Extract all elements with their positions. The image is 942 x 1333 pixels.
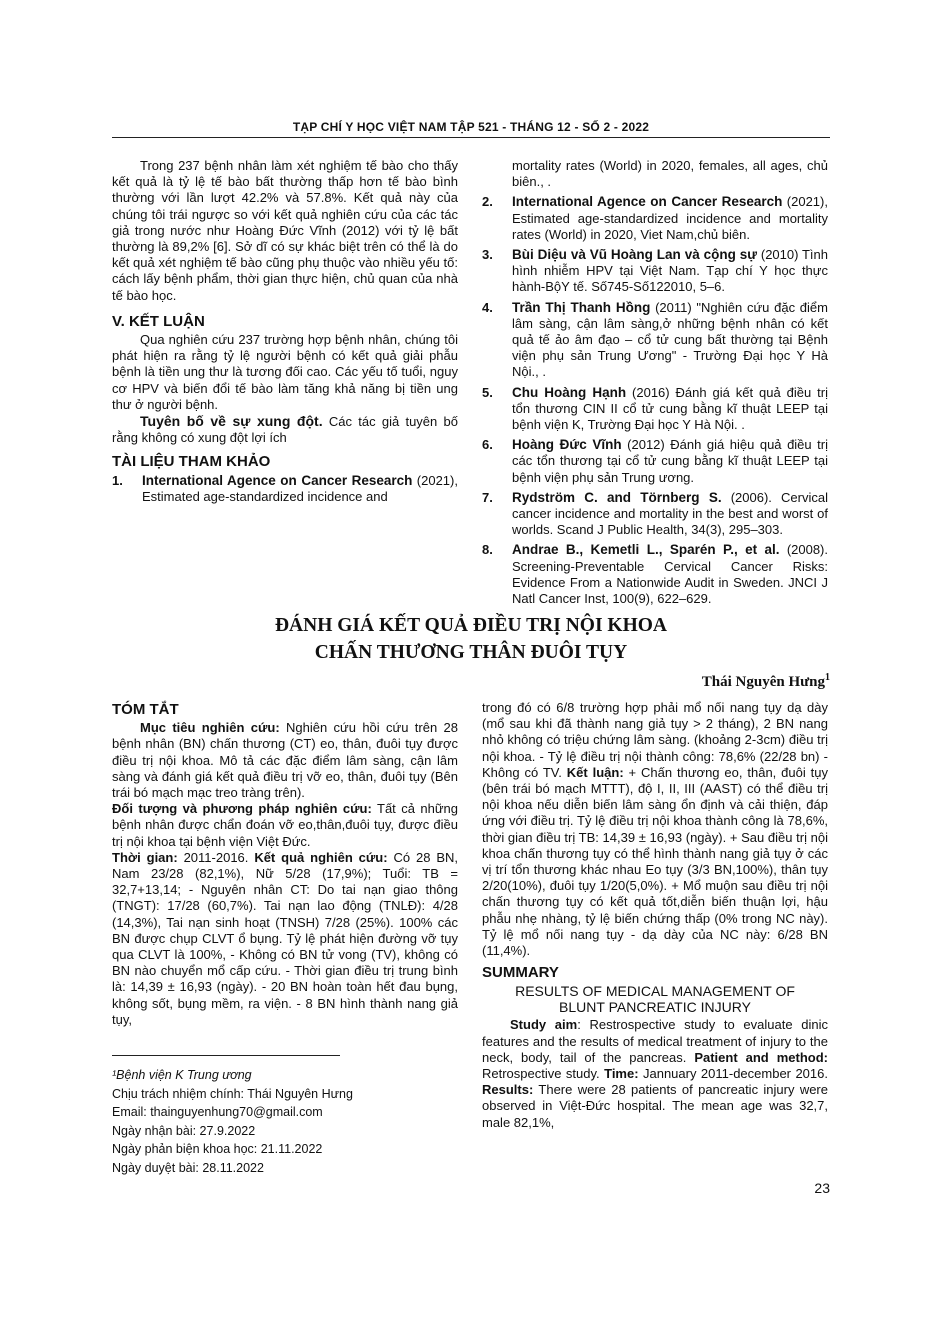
conclusion-paragraph: Qua nghiên cứu 237 trường hợp bệnh nhân, chúng tôi phát hiện ra rằng tỷ lệ người bệnh có kết quả giải phẫu bệnh là tiền ung thư là tương đối cao. Các yếu tố tuổi, nguy cơ HPV và biến đổi tế bào làm tăng khả năng bị tiền ung thư ở người bệnh. [112,332,458,412]
summary-results-text: There were 28 patients of pancreatic injury were observed in Việt-Đức hospital. The mean age was 32,7, male 82,1%, [482,1082,828,1130]
footnote-responsible: Chịu trách nhiệm chính: Thái Nguyên Hưng [112,1086,353,1101]
running-header: TẠP CHÍ Y HỌC VIỆT NAM TẬP 521 - THÁNG 12 - SỐ 2 - 2022 [292,120,650,134]
summary-heading: SUMMARY [482,964,559,982]
reference-author: Bùi Diệu và Vũ Hoàng Lan và cộng sự [512,247,758,263]
conflict-statement [112,413,458,446]
conclusion-heading: V. KẾT LUẬN [112,312,205,330]
subjects-label: Đối tượng và phương pháp nghiên cứu: [112,801,372,817]
conflict-text: Các tác giả tuyên bố rằng không có xung đột lợi ích [112,414,458,446]
reference-item [482,385,828,434]
reference-text: (2011) "Nghiên cứu đặc điểm lâm sàng, cận lâm sàng,ở những bệnh nhân có kết quả tế ảo âm đạo – cổ tử cung bất thường tại Bệnh viện phụ sản Trung Ương" - Trường Đại học Y Hà Nội., . [512,299,828,380]
results-cont-text: trong đó có 6/8 trường hợp phải mổ nối nang tụy dạ dày (mổ sau khi đã thành nang giả tụy > 2 tháng), 2 BN nang nhỏ không có triệu chứng lâm sàng. (khoảng 2-3cm) điều trị nội khoa. - Tỷ lệ điều trị nội thành công: 78,6% (22/28 bn) - Không có TV. [482,700,828,780]
reference-author: Rydström C. and Törnberg S. [512,489,722,505]
reference-number: 1. [112,472,123,488]
reference-list-left [112,473,458,505]
article-title-line1: ĐÁNH GIÁ KẾT QUẢ ĐIỀU TRỊ NỘI KHOA [274,615,668,636]
summary-results-label: Results: [482,1082,534,1098]
reference-item [482,194,828,243]
summary-time-text: Jannuary 2011-december 2016. [638,1066,828,1082]
abstract-right-column [482,700,828,1131]
discussion-paragraph: Trong 237 bệnh nhân làm xét nghiệm tế bào cho thấy kết quả là tỷ lệ tế bào bất thường thấp hơn tế bào bình thường với lần lượt 42.2% và 57.8%. Kết quả này của chúng tôi trái ngược so với kết quả nghiên cứu của các tác giả trong nước như Hoàng Đức Vĩnh (2012) với tỷ lệ bất thường là 89,2% [6]. Sở dĩ có sự khác biệt trên có thể là do kết quả xét nghiệm tế bào cũng phụ thuộc vào nhiều yếu tố: cách lấy bệnh phẩm, thời gian thực hiện, chủ quan của nhà tế bào học. [112,158,458,303]
footnote-email: Email: thainguyenhung70@gmail.com [112,1105,323,1119]
reference-number: 2. [482,194,493,210]
reference-author: Trần Thị Thanh Hồng [512,299,651,315]
author-name: Thái Nguyên Hưng [701,674,825,690]
abstract-time-results [112,850,458,1028]
reference-item [482,437,828,486]
reference-number: 7. [482,489,493,505]
results-label: Kết quả nghiên cứu: [254,849,388,865]
footnote-rule [112,1055,340,1056]
reference-author: International Agence on Cancer Research [142,472,413,488]
reference-text: (2010) Tình hình nhiễm HPV tại Việt Nam. Tạp chí Y học thực hành-BộY tế. Số745-Số122010, 5–6. [512,247,828,295]
reference-text: (2021), Estimated age-standardized incidence and mortality rates (World) in 2020, Viet Nam,chủ biên. [512,194,828,242]
results-text: Có 28 BN, Nam 23/28 (82,1%), Nữ 5/28 (17,9%); Tuổi: TB = 32,7+13,14; - Nguyên nhân CT: Do tai nạn giao thông (TNGT): 17/28 (60,7%). Tai nạn lao động (TNLĐ): 4/28 (14,3%), Tai nạn sinh hoạt (TNSH) 7/28 (25%). 100% các BN được chụp CLVT ổ bụng. Tỷ lệ phát hiện đường vỡ tụy qua CLVT là 100%, - Không có BN tử vong (TV), không có BN nào chuyển mổ cấp cứu. - Thời gian điều trị trung bình là: 14,39 ± 16,93 (ngày). - 20 BN hoàn toàn hết đau bụng, không sốt, bụng mềm, ra viện. - 8 BN hình thành nang giả tụy, [112,849,459,1027]
reference-text: (2008). Screening-Preventable Cervical Cancer Risks: Evidence From a Nationwide Audit in Sweden. JNCI J Natl Cancer Inst, 100(9), 622–629. [512,542,829,607]
patient-method-text: Retrospective study. [482,1066,600,1082]
reference-number: 5. [482,384,493,400]
reference-item [482,542,828,607]
reference-item [112,473,458,505]
author-affiliation-mark: 1 [825,672,830,683]
reference-text: (2012) Đánh giá hiệu quả điều trị các tổn thương tại cổ tử cung bằng kĩ thuật LEEP tại bệnh viện phụ sản Trung ương. [512,437,829,485]
reference-number: 3. [482,247,493,263]
abstract-aim [112,720,458,801]
summary-title-line1: RESULTS OF MEDICAL MANAGEMENT OF [515,983,795,1000]
reference-number: 4. [482,299,493,315]
article-title-line2: CHẤN THƯƠNG THÂN ĐUÔI TỤY [314,642,628,663]
abstract-subjects [112,801,458,850]
reference-list-right [482,194,828,607]
references-heading: TÀI LIỆU THAM KHẢO [112,453,271,471]
reference-number: 8. [482,542,493,558]
subjects-text: Tất cả những bệnh nhân được chẩn đoán vỡ eo,thân,đuôi tụy, được điều trị nội khoa tại bệnh viện Việt Đức. [112,801,458,849]
page-number: 23 [814,1180,830,1196]
conclusion-label: Kết luận: [566,764,624,780]
abstract-heading: TÓM TẮT [112,701,179,718]
reference-item [482,247,828,296]
reference-item [482,490,828,539]
footnote-affiliation: ¹Bệnh viện K Trung ương [112,1068,252,1082]
conclusion-text: + Chấn thương eo, thân, đuôi tụy (bên trái bó mạch MTTT), độ I, II, III (AAST) có thể điều trị nội khoa nếu diễn biến lâm sàng ổn định và cải thiện, đáp ứng với điều trị. Tỷ lệ điều trị nội khoa thành công là 78,6%, thời gian điều trị TB: 14,39 ± 16,93 (ngày). + Sau điều trị nội khoa chấn thương tụy có thể hình thành nang giả tụy ở các vị trí tổn thương khác nhau Eo tụy (3/3 BN,100%), thân tụy 2/20(10%), đuôi tụy 1/20(5,0%). + Mổ muộn sau điều trị nội chấn thương tụy có kết quả tốt,diễn biến thuận lợi, hậu phẫu nhẹ nhàng, tỷ lệ biến chứng thấp (0% trong NC này). Tỷ lệ mổ nối nang tụy - dạ dày của NC này: 6/28 BN (11,4%). [482,764,828,959]
reference-continuation: mortality rates (World) in 2020, females, all ages, chủ biên., . [512,158,828,190]
reference-author: Hoàng Đức Vĩnh [512,437,622,453]
conflict-label: Tuyên bố về sự xung đột. [140,413,323,430]
article-author [702,672,830,691]
reference-number: 6. [482,437,493,453]
abstract-left-column [112,702,458,1028]
reference-author: Chu Hoàng Hạnh [512,384,627,400]
footnote [112,1066,353,1177]
reference-item [482,300,828,381]
footnote-received: Ngày nhận bài: 27.9.2022 [112,1123,256,1138]
reference-text: (2021), Estimated age-standardized incidence and [142,472,458,504]
time-label: Thời gian: [112,849,178,865]
time-text: 2011-2016. [177,849,249,865]
aim-label: Mục tiêu nghiên cứu: [140,720,280,736]
reference-author: Andrae B., Kemetli L., Sparén P., et al. [512,542,780,558]
summary-title-line2: BLUNT PANCREATIC INJURY [559,999,751,1016]
reference-author: International Agence on Cancer Research [512,194,783,210]
header-rule [112,137,830,138]
patient-method-label: Patient and method: [694,1049,828,1065]
top-left-column [112,158,458,509]
aim-text: Nghiên cứu hồi cứu trên 28 bệnh nhân (BN) chấn thương (CT) eo, thân, đuôi tụy được điều trị nội khoa. Mô tả các đặc điểm lâm sàng, cận lâm sàng và đánh giá kết quả điều trị vỡ eo, thân, đuôi tụy (Bên trái bó mạch mạc treo tràng trên). [112,720,458,801]
abstract-results-continued [482,700,828,959]
reference-text: (2016) Đánh giá kết quả điều trị tổn thương CIN II cổ tử cung bằng kĩ thuật LEEP tại bệnh viện K, Trường Đại học Y Hà Nội. . [512,384,828,433]
footnote-accepted: Ngày duyệt bài: 28.11.2022 [112,1160,264,1175]
footnote-reviewed: Ngày phản biện khoa học: 21.11.2022 [112,1142,323,1156]
summary-body [482,1017,828,1130]
study-aim-label: Study aim [510,1017,578,1033]
reference-text: (2006). Cervical cancer incidence and mortality in the best and worst of worlds. Scand J Public Health, 34(3), 295–303. [512,489,828,538]
summary-time-label: Time: [604,1066,639,1082]
study-aim-text: : Restrospective study to evaluate dinic features and the results of medical treatment of injury to the neck, body, tail of the pancreas. [482,1017,829,1065]
top-right-column [482,158,828,611]
